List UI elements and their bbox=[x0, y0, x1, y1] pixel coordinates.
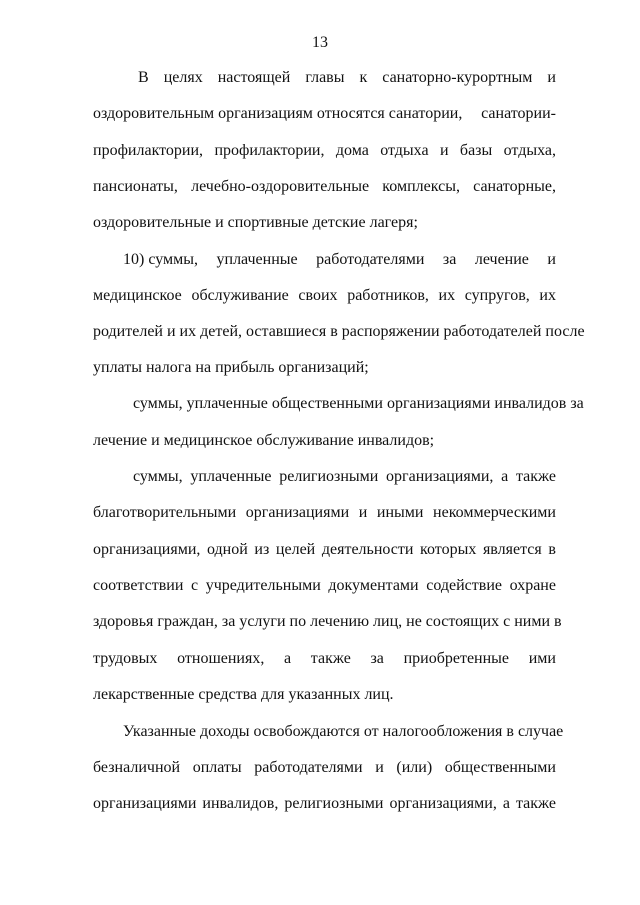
text-segment: комплексы, bbox=[382, 178, 460, 195]
text-segment: здоровья граждан, за услуги по лечению лиц, не состоящих с ними в bbox=[93, 613, 562, 630]
text-line bbox=[138, 68, 556, 88]
text-segment: к bbox=[359, 69, 368, 86]
text-segment: безналичной bbox=[93, 759, 181, 776]
text-segment: некоммерческими bbox=[433, 504, 556, 521]
text-line bbox=[93, 685, 394, 705]
text-segment: Указанные доходы освобождаются от налогообложения в случае bbox=[123, 723, 564, 740]
text-segment: целей bbox=[275, 541, 316, 558]
text-segment: настоящей bbox=[217, 69, 291, 86]
text-segment: общественными bbox=[444, 759, 556, 776]
text-segment: также bbox=[515, 795, 556, 812]
text-segment: профилактории, bbox=[93, 142, 204, 159]
text-segment: санаторно-курортным bbox=[382, 69, 533, 86]
text-segment: родителей и их детей, оставшиеся в распоряжении работодателей после bbox=[93, 323, 585, 340]
text-segment: охране bbox=[509, 577, 556, 594]
text-line bbox=[93, 322, 585, 342]
text-segment: отношениях, bbox=[177, 650, 265, 667]
text-segment: содействие bbox=[426, 577, 502, 594]
text-segment: В bbox=[138, 69, 149, 86]
text-segment: организациями bbox=[245, 504, 350, 521]
text-segment: работодателями bbox=[254, 759, 363, 776]
text-line bbox=[93, 540, 556, 560]
text-segment: лечение bbox=[474, 251, 529, 268]
text-segment: соответствии bbox=[93, 577, 184, 594]
text-segment: документами bbox=[328, 577, 419, 594]
text-segment: также bbox=[310, 650, 351, 667]
text-segment: из bbox=[254, 541, 270, 558]
text-line bbox=[93, 612, 562, 632]
page-number: 13 bbox=[312, 34, 328, 51]
text-segment: оплаты bbox=[192, 759, 242, 776]
text-line bbox=[93, 358, 369, 378]
text-line bbox=[93, 649, 556, 669]
text-line bbox=[93, 141, 556, 161]
text-segment: целях bbox=[163, 69, 203, 86]
text-segment: оздоровительным организациям относятся санатории, bbox=[93, 105, 463, 122]
text-line bbox=[93, 503, 556, 523]
text-segment: их bbox=[539, 287, 556, 304]
text-segment: за bbox=[370, 650, 384, 667]
text-segment: лечение и медицинское обслуживание инвалидов; bbox=[93, 432, 435, 449]
text-segment: оздоровительные и спортивные детские лагеря; bbox=[93, 214, 418, 231]
text-line bbox=[93, 286, 556, 306]
text-segment: уплаты налога на прибыль организаций; bbox=[93, 359, 369, 376]
text-segment: работодателями bbox=[316, 251, 425, 268]
text-segment: 10) суммы, bbox=[123, 251, 199, 268]
text-segment: дома bbox=[335, 142, 369, 159]
text-segment: благотворительными bbox=[93, 504, 237, 521]
text-segment: суммы, bbox=[133, 468, 183, 485]
text-segment: организациями, bbox=[389, 795, 497, 812]
text-segment: иными bbox=[376, 504, 424, 521]
text-segment: организациями, bbox=[386, 468, 494, 485]
text-segment: санатории- bbox=[481, 105, 556, 122]
text-line bbox=[133, 467, 556, 487]
text-segment: также bbox=[515, 468, 556, 485]
text-segment: их bbox=[438, 287, 456, 304]
text-segment: религиозными bbox=[279, 468, 379, 485]
text-segment: уплаченные bbox=[216, 251, 298, 268]
text-line bbox=[93, 758, 556, 778]
text-segment: в bbox=[548, 541, 556, 558]
text-line bbox=[93, 431, 434, 451]
text-segment: уплаченные bbox=[190, 468, 272, 485]
text-line bbox=[133, 394, 584, 414]
text-segment: а bbox=[502, 795, 510, 812]
text-segment: и bbox=[358, 504, 368, 521]
text-segment: которых bbox=[420, 541, 477, 558]
text-segment: религиозными bbox=[284, 795, 384, 812]
text-segment: ими bbox=[528, 650, 556, 667]
text-segment: санаторные, bbox=[473, 178, 556, 195]
text-segment: и bbox=[547, 69, 556, 86]
text-segment: медицинское bbox=[93, 287, 182, 304]
text-segment: и bbox=[547, 251, 556, 268]
text-segment: является bbox=[482, 541, 542, 558]
text-segment: своих bbox=[298, 287, 338, 304]
text-segment: трудовых bbox=[93, 650, 158, 667]
text-segment: а bbox=[284, 650, 292, 667]
text-segment: приобретенные bbox=[403, 650, 510, 667]
text-segment: (или) bbox=[396, 759, 433, 776]
text-line bbox=[93, 576, 556, 596]
text-line bbox=[93, 104, 556, 124]
text-segment: супругов, bbox=[464, 287, 530, 304]
text-line bbox=[123, 722, 563, 742]
text-segment: лечебно-оздоровительные bbox=[191, 178, 370, 195]
text-segment: главы bbox=[305, 69, 345, 86]
text-segment: и bbox=[375, 759, 384, 776]
text-segment: с bbox=[191, 577, 199, 594]
text-segment: базы bbox=[459, 142, 493, 159]
text-line bbox=[93, 794, 556, 814]
text-segment: суммы, уплаченные общественными организациями инвалидов за bbox=[133, 395, 584, 412]
text-segment: лекарственные средства для указанных лиц. bbox=[93, 686, 394, 703]
text-line bbox=[93, 177, 556, 197]
text-segment: учредительными bbox=[205, 577, 321, 594]
text-segment: отдыха, bbox=[503, 142, 556, 159]
text-segment: организациями bbox=[93, 795, 197, 812]
text-segment: инвалидов, bbox=[202, 795, 279, 812]
text-segment: профилактории, bbox=[214, 142, 325, 159]
text-segment: а bbox=[501, 468, 509, 485]
text-segment: работников, bbox=[347, 287, 429, 304]
text-segment: деятельности bbox=[321, 541, 414, 558]
text-segment: отдыха bbox=[380, 142, 429, 159]
text-segment: и bbox=[439, 142, 449, 159]
text-line bbox=[123, 250, 556, 270]
text-segment: одной bbox=[207, 541, 248, 558]
text-segment: организациями, bbox=[93, 541, 201, 558]
text-segment: обслуживание bbox=[191, 287, 289, 304]
text-segment: пансионаты, bbox=[93, 178, 178, 195]
text-line bbox=[93, 213, 418, 233]
text-segment: за bbox=[442, 251, 457, 268]
